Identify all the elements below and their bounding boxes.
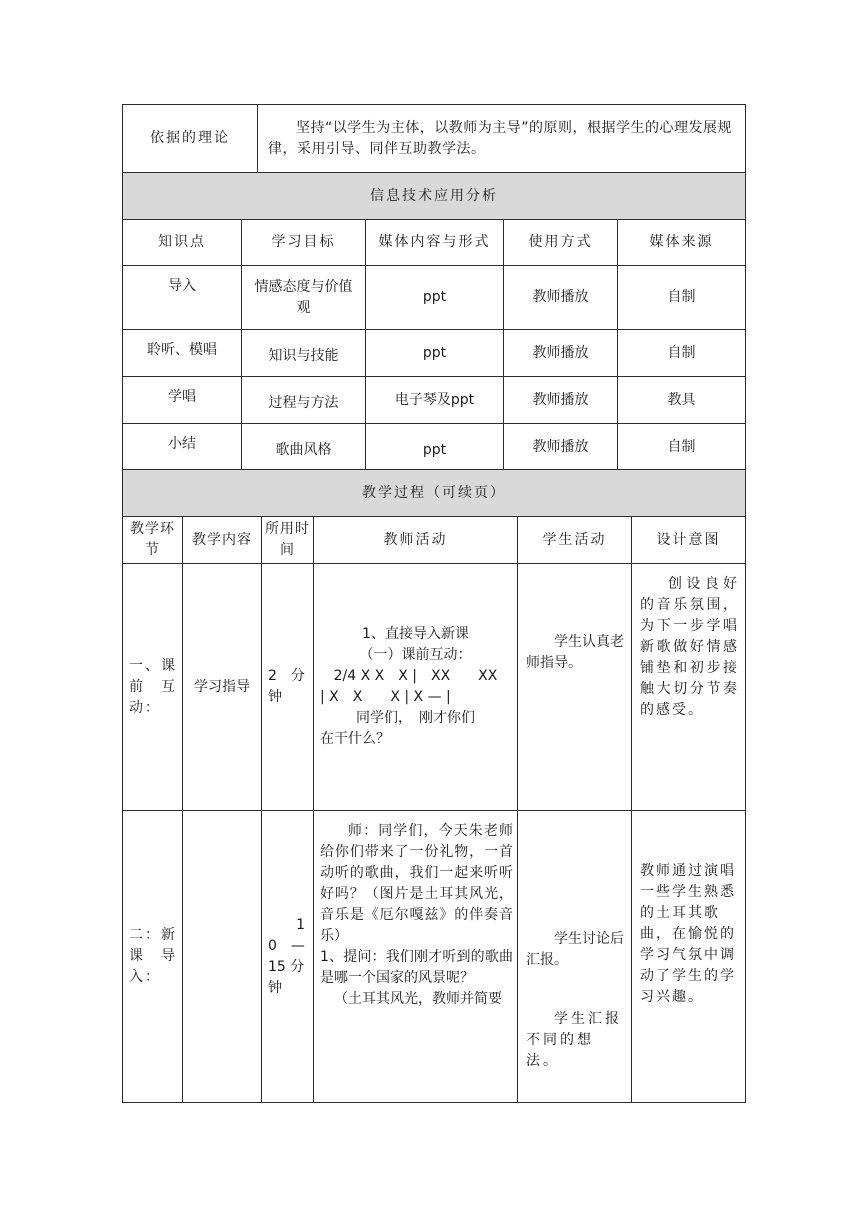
header-content: 教学内容 [183,517,262,564]
header-media-content: 媒体内容与形式 [366,220,504,266]
table-row [123,564,746,811]
table-row [123,266,746,330]
cell-media-source: 自制 [618,266,746,330]
student-text: 学生认真老师指导。 [526,634,624,671]
content-cell [183,811,262,1103]
header-student-activity: 学生活动 [518,517,632,564]
cell-learning-goal: 过程与方法 [242,377,366,424]
theory-text: 坚持“以学生为主体，以教师为主导”的原则，根据学生的心理发展规律，采用引导、同伴互助教学法。 [258,105,746,173]
cell-knowledge-point: 导入 [123,266,242,330]
teacher-activity-cell [314,811,518,1103]
time-line: 15 分 [268,958,305,975]
theory-table [122,104,746,173]
segment-cell: 一、课前 互动： [123,564,183,811]
cell-media-content: ppt [366,330,504,377]
time-line: 0 — [268,937,305,954]
cell-learning-goal: 知识与技能 [242,330,366,377]
cell-media-source: 教具 [618,377,746,424]
header-usage: 使用方式 [504,220,618,266]
cell-usage: 教师播放 [504,266,618,330]
teacher-line: 1、直接导入新课 [362,626,469,642]
student-activity-cell [518,564,632,811]
student-activity-cell [518,811,632,1103]
design-intent-cell [632,811,746,1103]
time-line: 1 [296,916,305,933]
rhythm-line: 2/4 X X X | XX XX [333,668,498,684]
design-text: 创设良好的音乐氛围，为下一步学唱新歌做好情感铺垫和初步接触大切分节奏的感受。 [640,576,740,718]
teacher-activity-cell [314,564,518,811]
student-text: 学生汇报不同的想法。 [526,1011,622,1069]
cell-knowledge-point: 学唱 [123,377,242,424]
teaching-process-table [122,469,746,1103]
rhythm-line: | X X X | X — | [320,689,451,705]
cell-knowledge-point: 小结 [123,424,242,471]
cell-media-content: 电子琴及ppt [366,377,504,424]
design-intent-cell [632,564,746,811]
header-media-source: 媒体来源 [618,220,746,266]
header-learning-goal: 学习目标 [242,220,366,266]
teacher-line: （一）课前互动： [359,647,472,663]
teacher-line: 同学们， 刚才你们 [356,710,475,726]
cell-learning-goal: 歌曲风格 [242,424,366,471]
segment-cell: 二：新 课 导入： [123,811,183,1103]
cell-learning-goal: 情感态度与价值观 [242,266,366,330]
it-header-row [123,220,746,266]
teacher-paragraph: （土耳其风光，教师并简要 [334,991,502,1007]
teacher-paragraph: 1、提问：我们刚才听到的歌曲是哪一个国家的风景呢？ [320,949,513,986]
table-row [123,811,746,1103]
process-title: 教学过程（可续页） [123,470,746,517]
table-row [123,330,746,377]
time-cell: 2 分钟 [262,564,314,811]
cell-media-source: 自制 [618,330,746,377]
table-row [123,377,746,424]
it-analysis-table [122,172,746,471]
design-text: 教师通过演唱一些学生熟悉的土耳其歌曲，在愉悦的学习气氛中调动了学生的学习兴趣。 [640,863,736,1005]
cell-media-content: ppt [366,266,504,330]
header-design-intent: 设计意图 [632,517,746,564]
process-header-row [123,517,746,564]
cell-media-content: ppt [366,424,504,471]
cell-media-source: 自制 [618,424,746,471]
teacher-paragraph: 师：同学们，今天朱老师给你们带来了一份礼物，一首动听的歌曲，我们一起来听听好吗？（图片是土耳其风光，音乐是《厄尔嘎兹》的伴奏音乐） [320,823,513,944]
header-knowledge-point: 知识点 [123,220,242,266]
header-teacher-activity: 教师活动 [314,517,518,564]
teacher-line: 在干什么？ [320,731,390,747]
time-line: 钟 [268,979,282,996]
theory-row [123,105,746,173]
cell-knowledge-point: 聆听、模唱 [123,330,242,377]
table-row [123,424,746,471]
cell-usage: 教师播放 [504,330,618,377]
theory-label: 依据的理论 [123,105,258,173]
it-analysis-title: 信息技术应用分析 [123,173,746,220]
header-time: 所用时间 [262,517,314,564]
cell-usage: 教师播放 [504,377,618,424]
cell-usage: 教师播放 [504,424,618,471]
time-cell [262,811,314,1103]
content-cell: 学习指导 [183,564,262,811]
student-text: 学生讨论后汇报。 [526,931,624,968]
header-segment: 教学环节 [123,517,183,564]
